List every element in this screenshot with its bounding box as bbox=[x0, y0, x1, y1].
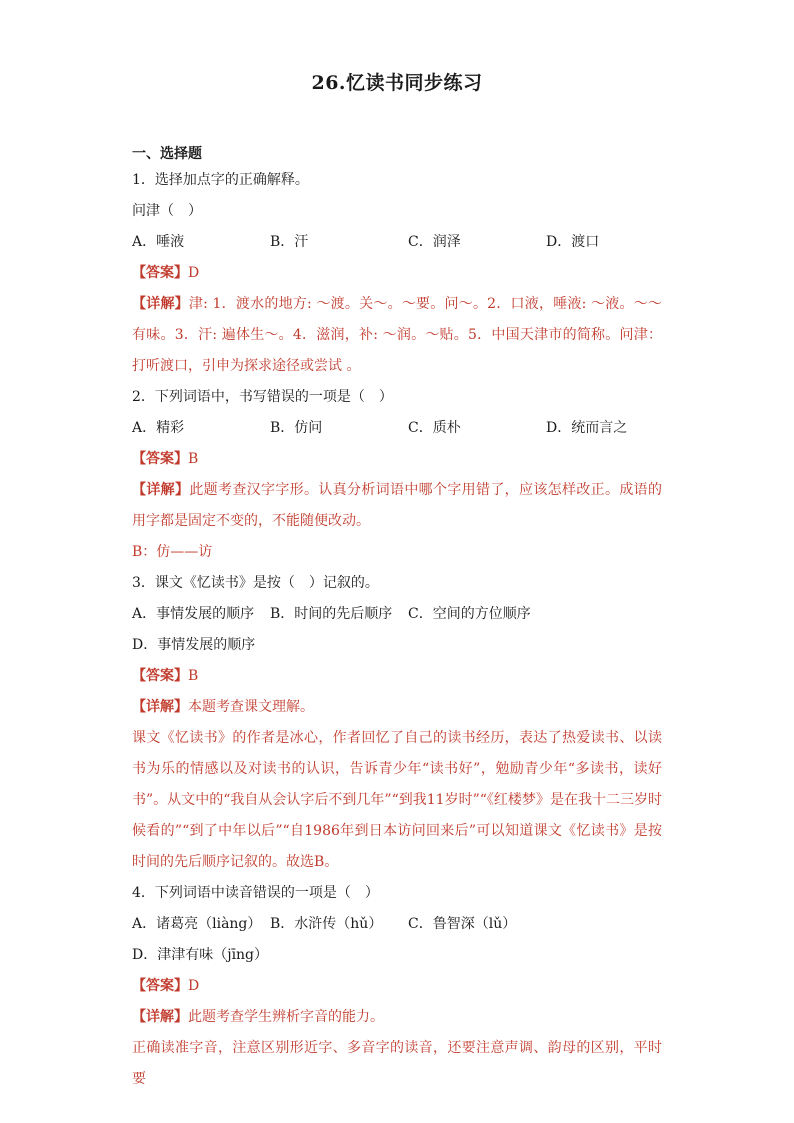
answer-tag: 【答案】 bbox=[132, 451, 188, 467]
q2-stem: 2．下列词语中，书写错误的一项是（ ） bbox=[132, 389, 393, 405]
q1-options bbox=[132, 227, 662, 258]
q3-option-b: B．时间的先后顺序 bbox=[270, 606, 393, 622]
q3-options bbox=[132, 599, 662, 661]
q4-option-b: B．水浒传（hǔ） bbox=[270, 916, 383, 932]
q4-answer-value: D bbox=[188, 978, 200, 994]
q4-option-a: A．诸葛亮（liàng） bbox=[132, 916, 262, 932]
q3-detail bbox=[132, 692, 662, 723]
q1-detail bbox=[132, 289, 662, 382]
q3-explanation: 课文《忆读书》的作者是冰心，作者回忆了自己的读书经历，表达了热爱读书、以读书为乐的情感以及对读书的认识，告诉青少年“读书好”，勉励青少年“多读书，读好书”。从文中的“我自从会认字后不到几年”“到我11岁时”“《红楼梦》是在我十二三岁时候看的”“到了中年以后”“自1986年到日本访问回来后”可以知道课文《忆读书》是按时间的先后顺序记叙的。故选B。 bbox=[132, 730, 662, 870]
q1-detail-text: 津: 1．渡水的地方: ～渡。关～。～要。问～。2．口液，唾液: ～液。～～有味。3．汗: 遍体生～。4．滋润，补: ～润。～贴。5．中国天津市的简称。问津：打听渡口，引申为探求途径或尝试 。 bbox=[132, 296, 662, 374]
q2-option-d: D．统而言之 bbox=[546, 420, 628, 436]
q3-detail-text: 本题考查课文理解。 bbox=[188, 699, 314, 715]
q2-detail-text: 此题考查汉字字形。认真分析词语中哪个字用错了，应该怎样改正。成语的用字都是固定不变的，不能随便改动。 bbox=[132, 482, 663, 529]
section-heading: 一、选择题 bbox=[132, 146, 202, 162]
detail-tag: 【详解】 bbox=[132, 482, 190, 498]
answer-tag: 【答案】 bbox=[132, 668, 188, 684]
q3-option-d: D．事情发展的顺序 bbox=[132, 637, 256, 653]
q1-stem: 1．选择加点字的正确解释。 bbox=[132, 172, 309, 188]
q2-option-b: B．仿问 bbox=[270, 420, 323, 436]
q4-detail-text: 此题考查学生辨析字音的能力。 bbox=[188, 1009, 384, 1025]
q3-option-c: C．空间的方位顺序 bbox=[408, 606, 531, 622]
q4-option-d: D．津津有味（jīng） bbox=[132, 947, 269, 963]
q3-answer-value: B bbox=[188, 668, 199, 684]
answer-tag: 【答案】 bbox=[132, 978, 188, 994]
q3-answer bbox=[132, 661, 662, 692]
q3-stem: 3．课文《忆读书》是按（ ）记叙的。 bbox=[132, 575, 379, 591]
q4-explanation: 正确读准字音，注意区别形近字、多音字的读音，还要注意声调、韵母的区别，平时要 bbox=[132, 1040, 662, 1087]
q1-answer-value: D bbox=[188, 265, 200, 281]
q1-option-d: D．渡口 bbox=[546, 234, 600, 250]
q4-answer bbox=[132, 971, 662, 1002]
q1-option-a: A．唾液 bbox=[132, 234, 185, 250]
q1-word: 问津（ ） bbox=[132, 203, 202, 219]
q3-option-a: A．事情发展的顺序 bbox=[132, 606, 255, 622]
q4-detail bbox=[132, 1002, 662, 1033]
page-title: 26.忆读书同步练习 bbox=[311, 72, 483, 94]
q1-option-c: C．润泽 bbox=[408, 234, 461, 250]
q4-stem: 4．下列词语中读音错误的一项是（ ） bbox=[132, 885, 379, 901]
answer-tag: 【答案】 bbox=[132, 265, 188, 281]
detail-tag: 【详解】 bbox=[132, 1009, 188, 1025]
q2-fix: B：仿——访 bbox=[132, 544, 213, 560]
q2-options bbox=[132, 413, 662, 444]
q2-answer-value: B bbox=[188, 451, 199, 467]
content-body bbox=[132, 143, 662, 1095]
detail-tag: 【详解】 bbox=[132, 699, 188, 715]
detail-tag: 【详解】 bbox=[132, 296, 189, 312]
q2-detail bbox=[132, 475, 662, 537]
q1-option-b: B．汗 bbox=[270, 234, 309, 250]
q1-answer bbox=[132, 258, 662, 289]
q2-option-c: C．质朴 bbox=[408, 420, 461, 436]
q4-option-c: C．鲁智深（lǔ） bbox=[408, 916, 517, 932]
q4-options bbox=[132, 909, 662, 971]
q2-answer bbox=[132, 444, 662, 475]
q2-option-a: A．精彩 bbox=[132, 420, 185, 436]
